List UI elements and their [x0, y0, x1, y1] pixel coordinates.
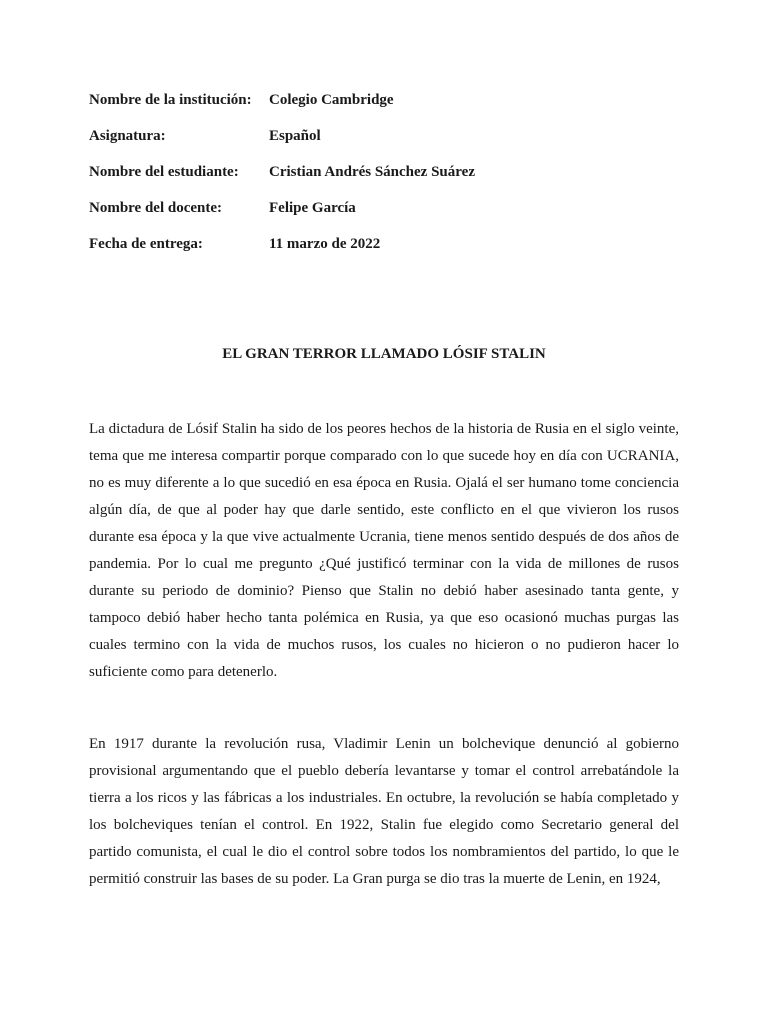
header-row-due-date [89, 232, 649, 268]
teacher-value: Felipe García [269, 200, 356, 216]
institution-value: Colegio Cambridge [269, 92, 394, 108]
teacher-label: Nombre del docente: [89, 200, 223, 216]
paragraph-1: La dictadura de Lósif Stalin ha sido de los peores hechos de la historia de Rusia en el siglo veinte, tema que me interesa compartir porque comparado con lo que sucede hoy en día con UCRANIA, no es muy diferente a lo que sucedió en esa época en Rusia. Ojalá el ser humano tome conciencia algún día, de que al poder hay que darle sentido, este conflicto en el que vivieron los rusos durante esa época y la que vive actualmente Ucrania, tiene menos sentido después de dos años de pandemia. Por lo cual me pregunto ¿Qué justificó terminar con la vida de millones de rusos durante su periodo de dominio? Pienso que Stalin no debió haber asesinado tanta gente, y tampoco debió haber hecho tanta polémica en Rusia, ya que eso ocasionó muchas purgas las cuales termino con la vida de muchos rusos, los cuales no hicieron o no pudieron hacer lo suficiente como para detenerlo. [89, 421, 679, 680]
header-row-teacher [89, 196, 649, 232]
student-label: Nombre del estudiante: [89, 164, 239, 180]
header-row-institution [89, 88, 649, 124]
header-row-student [89, 160, 649, 196]
document-title: EL GRAN TERROR LLAMADO LÓSIF STALIN [222, 346, 546, 362]
subject-label: Asignatura: [89, 128, 166, 144]
student-value: Cristian Andrés Sánchez Suárez [269, 164, 475, 180]
header-row-subject [89, 124, 649, 160]
subject-value: Español [269, 128, 321, 144]
header-info-table [89, 88, 649, 268]
due-date-label: Fecha de entrega: [89, 236, 203, 252]
due-date-value: 11 marzo de 2022 [269, 236, 381, 252]
paragraph-2: En 1917 durante la revolución rusa, Vladimir Lenin un bolchevique denunció al gobierno provisional argumentando que el pueblo debería levantarse y tomar el control arrebatándole la tierra a los ricos y las fábricas a los industriales. En octubre, la revolución se había completado y los bolcheviques tenían el control. En 1922, Stalin fue elegido como Secretario general del partido comunista, el cual le dio el control sobre todos los nombramientos del partido, lo que le permitió construir las bases de su poder. La Gran purga se dio tras la muerte de Lenin, en 1924, [89, 736, 679, 887]
institution-label: Nombre de la institución: [89, 92, 252, 108]
